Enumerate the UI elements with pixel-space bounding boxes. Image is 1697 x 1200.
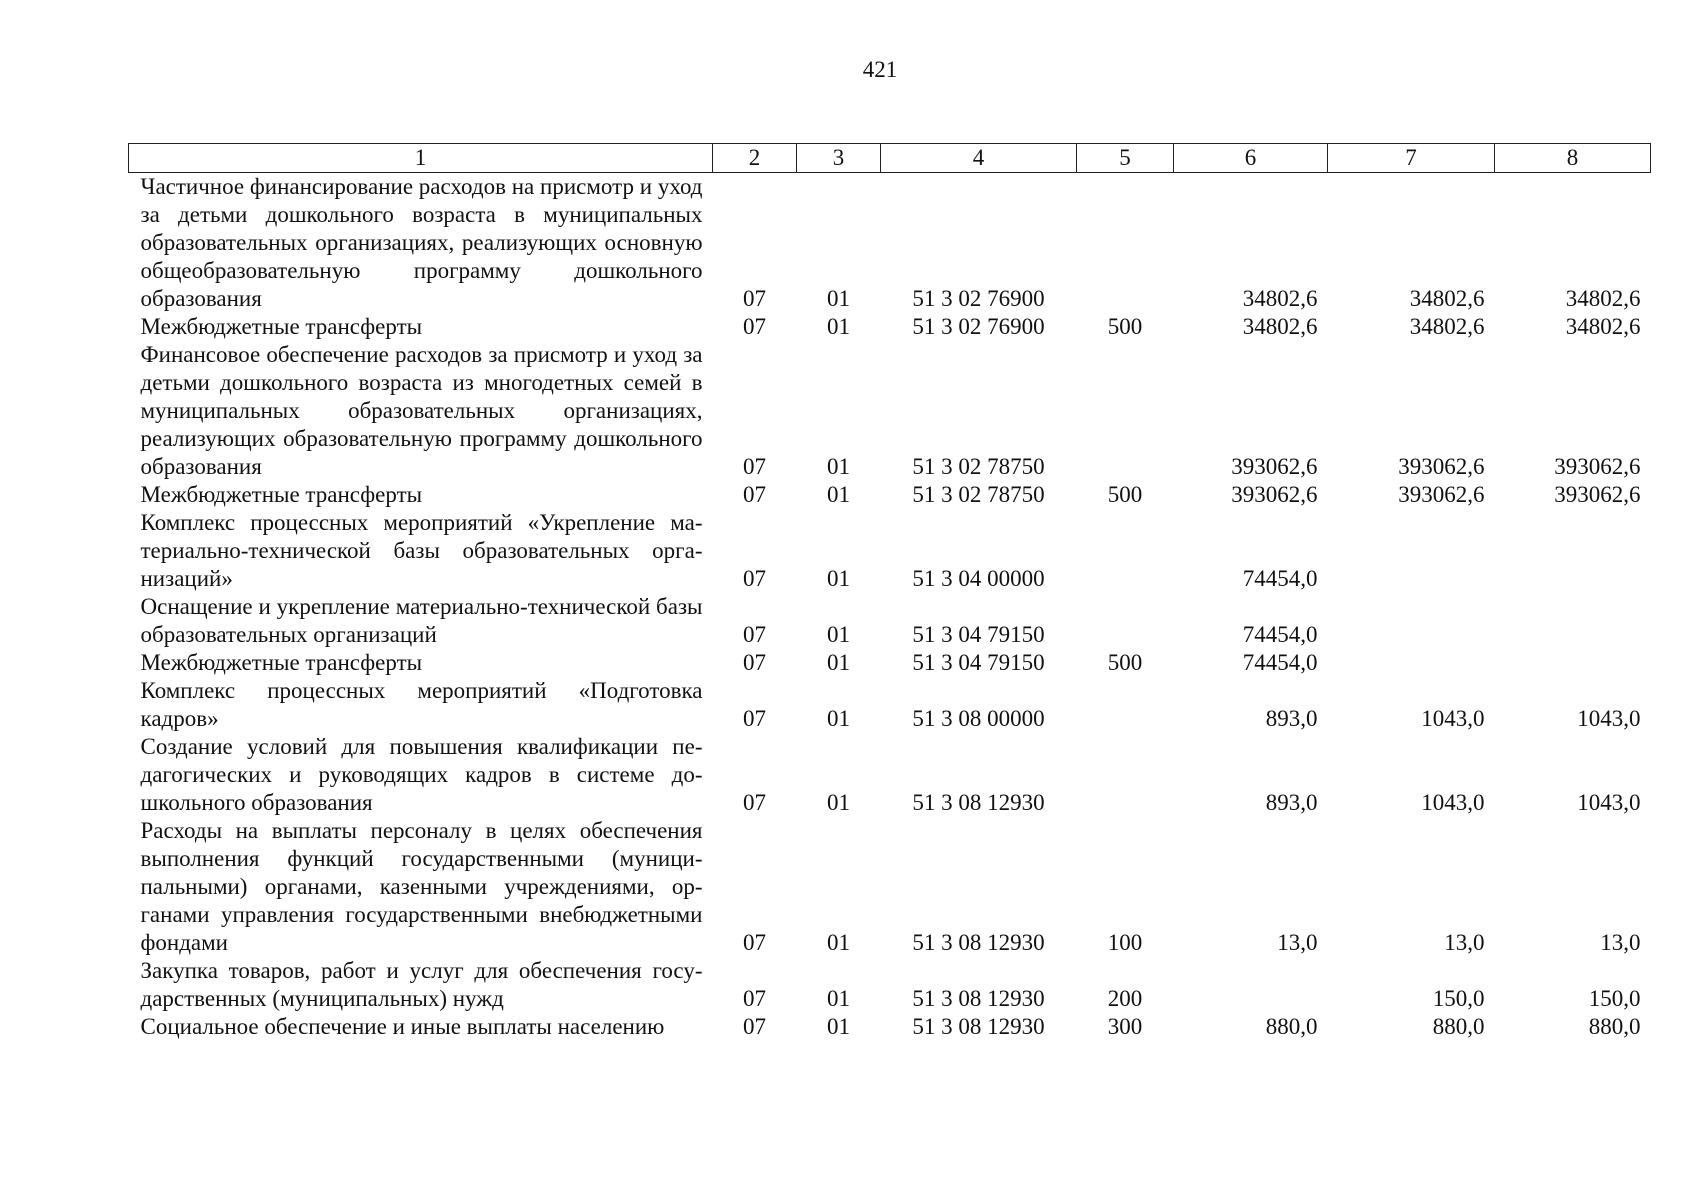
target-article-code-cell: 51 3 04 79150 — [912, 650, 1045, 675]
target-article-code-cell: 51 3 02 76900 — [912, 314, 1045, 339]
budget-table — [128, 143, 1651, 1041]
target-article-code-cell: 51 3 02 78750 — [912, 454, 1045, 479]
table-row — [129, 509, 1651, 593]
expense-type-code-cell — [1077, 341, 1174, 481]
column-header-4: 4 — [881, 144, 1077, 173]
target-article-code-cell: 51 3 02 76900 — [912, 286, 1045, 311]
section-code-cell: 07 — [743, 566, 766, 591]
expense-type-code-cell: 200 — [1107, 986, 1143, 1011]
subsection-code-cell: 01 — [827, 650, 850, 675]
subsection-code-cell: 01 — [827, 314, 850, 339]
section-code-cell: 07 — [743, 650, 766, 675]
amount-col6-cell: 34802,6 — [1242, 314, 1318, 339]
expense-type-code-cell — [1077, 509, 1174, 593]
expense-type-code-cell: 500 — [1107, 482, 1143, 507]
subsection-code-cell: 01 — [827, 622, 850, 647]
section-code-cell: 07 — [743, 790, 766, 815]
amount-col6-cell: 74454,0 — [1242, 650, 1318, 675]
amount-col7-cell — [1328, 649, 1495, 677]
table-row — [129, 593, 1651, 649]
amount-col8-cell: 13,0 — [1600, 930, 1641, 955]
expense-name-cell: Комплекс процессных мероприятий «Укрепление материально-технической базы образовательных организаций» — [140, 510, 703, 591]
subsection-code-cell: 01 — [827, 566, 850, 591]
amount-col6-cell: 393062,6 — [1231, 482, 1318, 507]
table-row — [129, 313, 1651, 341]
expense-name-cell: Межбюджетные трансферты — [140, 314, 423, 339]
column-header-8: 8 — [1495, 144, 1651, 173]
column-header-1: 1 — [129, 144, 713, 173]
expense-name-cell: Закупка товаров, работ и услуг для обеспечения государственных (муниципальных) нужд — [140, 958, 703, 1011]
expense-name-cell: Частичное финансирование расходов на присмотр и уход за детьми дошкольного возраста в муниципальных образовательных организациях, реализующих основную общеобразовательную программу дошкольного образования — [140, 174, 703, 311]
section-code-cell: 07 — [743, 482, 766, 507]
table-row — [129, 341, 1651, 481]
amount-col6-cell: 13,0 — [1277, 930, 1318, 955]
amount-col6-cell: 393062,6 — [1231, 454, 1318, 479]
table-row — [129, 677, 1651, 733]
amount-col6-cell: 893,0 — [1265, 790, 1318, 815]
table-row — [129, 173, 1651, 314]
amount-col6-cell: 893,0 — [1265, 706, 1318, 731]
target-article-code-cell: 51 3 08 12930 — [912, 790, 1045, 815]
amount-col6-cell: 74454,0 — [1242, 566, 1318, 591]
section-code-cell: 07 — [743, 454, 766, 479]
expense-type-code-cell — [1077, 593, 1174, 649]
subsection-code-cell: 01 — [827, 706, 850, 731]
amount-col7-cell: 34802,6 — [1409, 286, 1485, 311]
amount-col8-cell — [1495, 593, 1651, 649]
section-code-cell: 07 — [743, 1014, 766, 1039]
section-code-cell: 07 — [743, 986, 766, 1011]
expense-type-code-cell: 500 — [1107, 650, 1143, 675]
section-code-cell: 07 — [743, 286, 766, 311]
column-header-2: 2 — [713, 144, 797, 173]
amount-col6-cell — [1174, 957, 1328, 1013]
expense-name-cell: Комплекс процессных мероприятий «Подготовка кадров» — [140, 678, 703, 731]
expense-type-code-cell — [1077, 677, 1174, 733]
column-header-3: 3 — [797, 144, 881, 173]
subsection-code-cell: 01 — [827, 1014, 850, 1039]
amount-col8-cell — [1495, 649, 1651, 677]
table-row — [129, 1013, 1651, 1041]
amount-col7-cell — [1328, 509, 1495, 593]
expense-type-code-cell — [1077, 733, 1174, 817]
subsection-code-cell: 01 — [827, 930, 850, 955]
column-number-header-row — [129, 144, 1651, 173]
column-header-6: 6 — [1174, 144, 1328, 173]
table-row — [129, 481, 1651, 509]
amount-col7-cell: 393062,6 — [1398, 482, 1485, 507]
expense-name-cell: Межбюджетные трансферты — [140, 650, 423, 675]
amount-col8-cell: 393062,6 — [1554, 454, 1641, 479]
subsection-code-cell: 01 — [827, 286, 850, 311]
expense-type-code-cell — [1077, 173, 1174, 314]
column-header-5: 5 — [1077, 144, 1174, 173]
subsection-code-cell: 01 — [827, 986, 850, 1011]
amount-col7-cell: 34802,6 — [1409, 314, 1485, 339]
amount-col8-cell: 150,0 — [1588, 986, 1641, 1011]
amount-col7-cell — [1328, 593, 1495, 649]
target-article-code-cell: 51 3 04 00000 — [912, 566, 1045, 591]
table-row — [129, 817, 1651, 957]
amount-col7-cell: 393062,6 — [1398, 454, 1485, 479]
subsection-code-cell: 01 — [827, 482, 850, 507]
expense-name-cell: Оснащение и укрепление материально-технической базы образовательных организаций — [140, 594, 703, 647]
section-code-cell: 07 — [743, 314, 766, 339]
expense-type-code-cell: 100 — [1107, 930, 1143, 955]
section-code-cell: 07 — [743, 706, 766, 731]
expense-name-cell: Межбюджетные трансферты — [140, 482, 423, 507]
amount-col7-cell: 1043,0 — [1421, 790, 1485, 815]
amount-col8-cell: 34802,6 — [1565, 314, 1641, 339]
amount-col7-cell: 150,0 — [1432, 986, 1485, 1011]
target-article-code-cell: 51 3 08 12930 — [912, 1014, 1045, 1039]
expense-type-code-cell: 500 — [1107, 314, 1143, 339]
expense-name-cell: Расходы на выплаты персоналу в целях обеспечения выполнения функций государственными (муниципальными) органами, казенными учреждениями, органами управления государственными внебюджетными фондами — [140, 818, 703, 955]
target-article-code-cell: 51 3 08 00000 — [912, 706, 1045, 731]
target-article-code-cell: 51 3 08 12930 — [912, 930, 1045, 955]
column-header-7: 7 — [1328, 144, 1495, 173]
table-row — [129, 957, 1651, 1013]
subsection-code-cell: 01 — [827, 454, 850, 479]
table-row — [129, 649, 1651, 677]
expense-type-code-cell: 300 — [1107, 1014, 1143, 1039]
amount-col8-cell — [1495, 509, 1651, 593]
target-article-code-cell: 51 3 08 12930 — [912, 986, 1045, 1011]
table-body — [129, 173, 1651, 1042]
table-row — [129, 733, 1651, 817]
amount-col8-cell: 34802,6 — [1565, 286, 1641, 311]
amount-col7-cell: 1043,0 — [1421, 706, 1485, 731]
amount-col7-cell: 13,0 — [1444, 930, 1485, 955]
expense-name-cell: Финансовое обеспечение расходов за присмотр и уход за детьми дошкольного возраста из многодетных семей в муниципальных образовательных организациях, реализующих образовательную программу дошкольного образования — [140, 342, 703, 479]
amount-col6-cell: 74454,0 — [1242, 622, 1318, 647]
amount-col7-cell: 880,0 — [1432, 1014, 1485, 1039]
amount-col8-cell: 1043,0 — [1577, 790, 1641, 815]
amount-col8-cell: 393062,6 — [1554, 482, 1641, 507]
page-number: 421 — [862, 57, 898, 82]
amount-col6-cell: 880,0 — [1265, 1014, 1318, 1039]
expense-name-cell: Социальное обеспечение и иные выплаты населению — [140, 1014, 665, 1039]
amount-col8-cell: 880,0 — [1588, 1014, 1641, 1039]
section-code-cell: 07 — [743, 930, 766, 955]
target-article-code-cell: 51 3 04 79150 — [912, 622, 1045, 647]
expense-name-cell: Создание условий для повышения квалификации педагогических и руководящих кадров в системе дошкольного образования — [140, 734, 703, 815]
subsection-code-cell: 01 — [827, 790, 850, 815]
section-code-cell: 07 — [743, 622, 766, 647]
amount-col6-cell: 34802,6 — [1242, 286, 1318, 311]
amount-col8-cell: 1043,0 — [1577, 706, 1641, 731]
target-article-code-cell: 51 3 02 78750 — [912, 482, 1045, 507]
